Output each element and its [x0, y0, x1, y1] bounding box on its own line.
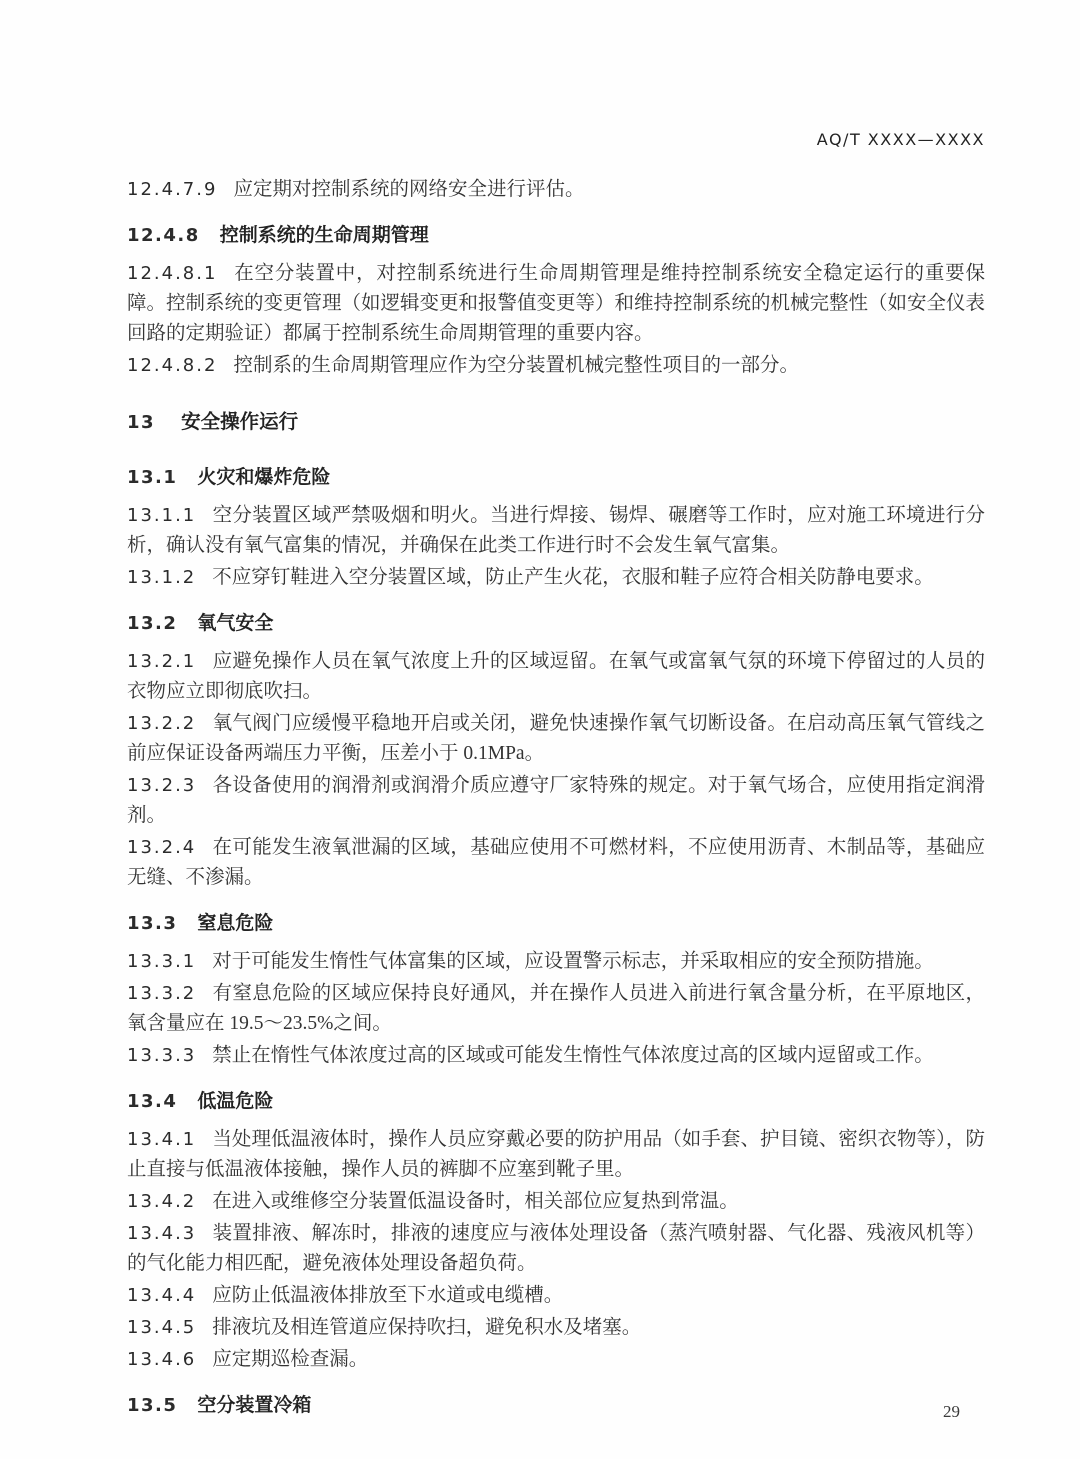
clause: [127, 979, 985, 1039]
clause-text: 安全操作运行: [181, 410, 299, 433]
clause-number: 13.4.4: [127, 1285, 197, 1306]
clause-number: 13.3.3: [127, 1045, 197, 1066]
clause: [127, 1187, 985, 1217]
section-heading: [127, 608, 985, 639]
clause-text: 在可能发生液氧泄漏的区域，基础应使用不可燃材料，不应使用沥青、木制品等，基础应无缝、不渗漏。: [127, 837, 985, 888]
clause: [127, 1313, 985, 1343]
section-heading: [127, 908, 985, 939]
clause-number: 12.4.7.9: [127, 179, 218, 200]
chapter-heading: [127, 407, 985, 438]
clause-number: 13.3: [127, 913, 178, 934]
clause-number: 13.1.1: [127, 505, 197, 526]
clause-number: 13.4.3: [127, 1223, 197, 1244]
clause-text: 氧气安全: [197, 612, 274, 634]
clause: [127, 563, 985, 593]
clause-text: 应避免操作人员在氧气浓度上升的区域逗留。在氧气或富氧气氛的环境下停留过的人员的衣物应立即彻底吹扫。: [127, 651, 985, 702]
document-content: [0, 149, 1080, 1421]
clause: [127, 947, 985, 977]
clause: [127, 647, 985, 707]
clause-number: 13.4.2: [127, 1191, 197, 1212]
clause-text: 窒息危险: [197, 912, 274, 934]
clause-number: 13.2.1: [127, 651, 197, 672]
clause-text: 应定期巡检查漏。: [212, 1349, 369, 1370]
clause-number: 13: [127, 412, 156, 433]
clause-text: 当处理低温液体时，操作人员应穿戴必要的防护用品（如手套、护目镜、密织衣物等），防止直接与低温液体接触，操作人员的裤脚不应塞到靴子里。: [127, 1129, 985, 1180]
clause-text: 排液坑及相连管道应保持吹扫，避免积水及堵塞。: [212, 1317, 642, 1338]
section-heading: [127, 220, 985, 251]
clause-text: 不应穿钉鞋进入空分装置区域，防止产生火花，衣服和鞋子应符合相关防静电要求。: [212, 567, 934, 588]
clause-text: 应防止低温液体排放至下水道或电缆槽。: [212, 1285, 564, 1306]
clause: [127, 833, 985, 893]
clause: [127, 1281, 985, 1311]
clause: [127, 351, 985, 381]
section-heading: [127, 462, 985, 493]
clause-number: 13.1.2: [127, 567, 197, 588]
clause-number: 13.2.4: [127, 837, 197, 858]
clause: [127, 1041, 985, 1071]
clause-number: 13.4: [127, 1091, 178, 1112]
clause-text: 火灾和爆炸危险: [197, 466, 331, 488]
clause-text: 低温危险: [197, 1090, 274, 1112]
clause-text: 装置排液、解冻时，排液的速度应与液体处理设备（蒸汽喷射器、气化器、残液风机等）的气化能力相匹配，避免液体处理设备超负荷。: [127, 1223, 985, 1274]
clause-text: 对于可能发生惰性气体富集的区域，应设置警示标志，并采取相应的安全预防措施。: [212, 951, 934, 972]
clause: [127, 1219, 985, 1279]
clause-text: 禁止在惰性气体浓度过高的区域或可能发生惰性气体浓度过高的区域内逗留或工作。: [212, 1045, 934, 1066]
clause-text: 空分装置区域严禁吸烟和明火。当进行焊接、锡焊、碾磨等工作时，应对施工环境进行分析，确认没有氧气富集的情况，并确保在此类工作进行时不会发生氧气富集。: [127, 505, 985, 556]
clause-text: 在空分装置中，对控制系统进行生命周期管理是维持控制系统安全稳定运行的重要保障。控制系统的变更管理（如逻辑变更和报警值变更等）和维持控制系统的机械完整性（如安全仪表回路的定期验证）都属于控制系统生命周期管理的重要内容。: [127, 263, 986, 344]
clause-number: 13.2.2: [127, 713, 197, 734]
standard-code: AQ/T XXXX—XXXX: [816, 130, 985, 149]
clause-number: 12.4.8.1: [127, 263, 218, 284]
clause-number: 13.2: [127, 613, 178, 634]
clause: [127, 1125, 985, 1185]
clause-text: 控制系统的生命周期管理: [219, 224, 429, 246]
clause-number: 13.4.6: [127, 1349, 197, 1370]
clause-number: 12.4.8: [127, 225, 200, 246]
clause-number: 13.4.5: [127, 1317, 197, 1338]
clause-number: 13.3.1: [127, 951, 197, 972]
clause-number: 13.2.3: [127, 775, 197, 796]
clause: [127, 175, 985, 205]
clause-text: 空分装置冷箱: [197, 1394, 312, 1416]
clause-number: 13.3.2: [127, 983, 197, 1004]
page-number: 29: [943, 1402, 960, 1421]
clause-number: 13.1: [127, 467, 178, 488]
clause-text: 有窒息危险的区域应保持良好通风，并在操作人员进入前进行氧含量分析，在平原地区，氧含量应在 19.5～23.5%之间。: [127, 983, 985, 1034]
running-header: [0, 0, 1080, 149]
clause-text: 氧气阀门应缓慢平稳地开启或关闭，避免快速操作氧气切断设备。在启动高压氧气管线之前应保证设备两端压力平衡，压差小于 0.1MPa。: [127, 713, 985, 764]
section-heading: [127, 1390, 985, 1421]
clause-number: 13.5: [127, 1395, 178, 1416]
clause: [127, 259, 985, 349]
clause: [127, 1345, 985, 1375]
clause-text: 在进入或维修空分装置低温设备时，相关部位应复热到常温。: [212, 1191, 739, 1212]
section-heading: [127, 1086, 985, 1117]
clause: [127, 709, 985, 769]
clause-text: 各设备使用的润滑剂或润滑介质应遵守厂家特殊的规定。对于氧气场合，应使用指定润滑剂。: [127, 775, 985, 826]
clause: [127, 501, 985, 561]
clause-text: 控制系的生命周期管理应作为空分装置机械完整性项目的一部分。: [233, 355, 799, 376]
clause-number: 13.4.1: [127, 1129, 197, 1150]
clause-number: 12.4.8.2: [127, 355, 218, 376]
clause: [127, 771, 985, 831]
clause-text: 应定期对控制系统的网络安全进行评估。: [233, 179, 585, 200]
